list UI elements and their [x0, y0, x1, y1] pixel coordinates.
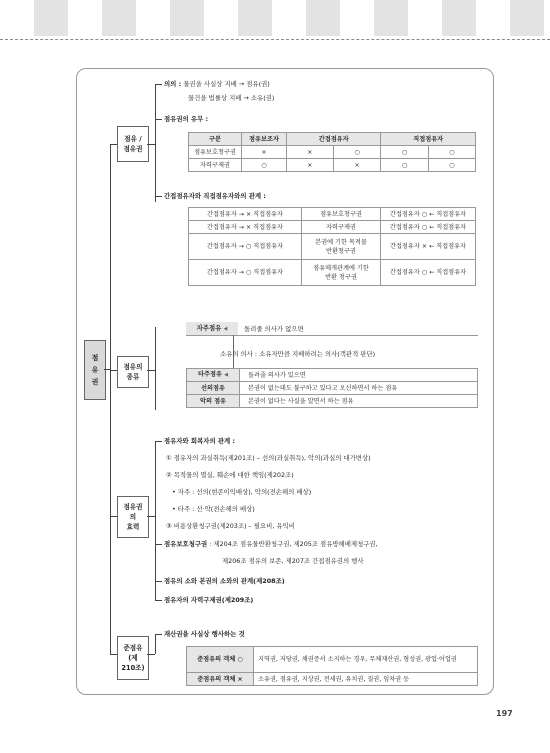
- jaju-label: 자주점유: [196, 324, 222, 332]
- table-cell: ×: [333, 159, 381, 172]
- s3-branch: [155, 600, 162, 601]
- effect-line: 점유의 소와 본권의 소와의 관계(제208조): [164, 577, 285, 585]
- taju-label: 타주점유: [198, 371, 222, 378]
- s1-branch: [155, 84, 162, 85]
- s2-link: [147, 370, 155, 371]
- meaning-line-1: 의의 : 물권을 사실상 지배 → 점유(권): [164, 80, 270, 88]
- s1-branch: [155, 196, 162, 197]
- dashed-divider: [0, 39, 550, 40]
- table-cell: 지역권, 저당권, 채권증서 소지하는 경우, 무체재산권, 형성권, 광업·어업권: [254, 647, 478, 673]
- top-stripe: [238, 0, 272, 36]
- table-cell: 점유보호청구권: [189, 146, 242, 159]
- effect-line: 제206조 점유의 보존, 제207조 간접점유권의 행사: [222, 557, 364, 565]
- effect-line: 점유자의 자력구제권(제209조): [164, 596, 254, 604]
- top-stripe: [102, 0, 136, 36]
- table-cell: ○: [333, 146, 381, 159]
- table-row: [187, 647, 478, 673]
- table-cell: 소유권, 점유권, 지상권, 전세권, 유치권, 질권, 임차권 등: [254, 673, 478, 686]
- s2-connector: [110, 370, 117, 371]
- table-header: 직접점유자: [381, 133, 476, 146]
- exists-title: 점유권의 유무 :: [164, 115, 209, 123]
- quasi-title: 재산권을 사실상 행사하는 것: [164, 630, 245, 638]
- s1-connector: [110, 144, 117, 145]
- table-cell: ×: [242, 146, 287, 159]
- table-row: [187, 382, 478, 395]
- table-cell: ○: [428, 159, 475, 172]
- table-cell: 간접점유자 → × 직접점유자: [189, 208, 302, 221]
- table-cell: ○: [242, 159, 287, 172]
- table-header: 간접점유자: [287, 133, 381, 146]
- section-label-possession: 점유 / 점유권: [117, 126, 149, 162]
- s3-branch: [155, 581, 162, 582]
- table-cell: ○: [381, 159, 428, 172]
- root-node: 점 유 권: [84, 340, 106, 400]
- section-label-effect: 점유권 의 효력: [117, 496, 149, 538]
- table-cell: 돌려줄 의사가 있으면: [240, 369, 478, 382]
- effect-line: ① 점유자의 과실취득(제201조) – 선의(과실취득), 악의(과실의 대가변상): [166, 454, 371, 462]
- jaju-row: [186, 322, 478, 336]
- table-cell: [187, 369, 240, 382]
- page-number: 197: [496, 709, 513, 718]
- s1-link: [147, 144, 155, 145]
- effect-line: • 자주 : 선의(현존이익배상), 악의(전손해의 배상): [172, 488, 312, 496]
- s3-connector: [110, 516, 117, 517]
- s1-spine: [155, 84, 156, 202]
- s1-branch: [155, 119, 162, 120]
- effect-line: [164, 539, 378, 549]
- table-cell: 간접점유자 ○ ← 직접점유자: [381, 221, 476, 234]
- table-cell: 본권에 기한 목적물 반환청구권: [302, 234, 381, 260]
- effect-line: 점유자와 회복자의 관계 :: [164, 437, 235, 445]
- table-cell: 간접점유자 × ← 직접점유자: [381, 234, 476, 260]
- effect-line: • 타주 : 선·악(전손해의 배상): [172, 505, 255, 513]
- ownership-intent-text: 소유의 의사 : 소유자만큼 지배하려는 의사(객관적 판단): [220, 350, 376, 358]
- exists-table: [188, 132, 476, 172]
- table-cell: 본권이 없다는 사실을 알면서 하는 점유: [240, 395, 478, 408]
- table-cell: ○: [428, 146, 475, 159]
- table-row: [189, 260, 476, 286]
- s3-spine: [155, 441, 156, 601]
- table-cell: 악의 점유: [187, 395, 240, 408]
- arrow-icon: ◀: [223, 326, 228, 332]
- relation-title: 간접점유자와 직접점유자와의 관계 :: [164, 192, 266, 200]
- meaning-line-2: 물건을 법률상 지배 → 소유(권): [188, 94, 275, 102]
- table-cell: 점유매개관계에 기한 반환 청구권: [302, 260, 381, 286]
- table-row: [189, 208, 476, 221]
- table-cell: 자력구제권: [302, 221, 381, 234]
- effect-term: 점유보호청구권: [164, 540, 208, 548]
- table-cell: 간접점유자 → ○ 직접점유자: [189, 260, 302, 286]
- table-row: [189, 221, 476, 234]
- table-cell: 간접점유자 ○ ← 직접점유자: [381, 208, 476, 221]
- effect-line: ② 목적물의 멸실, 훼손에 대한 책임(제202조): [166, 471, 294, 479]
- table-row: [189, 146, 476, 159]
- table-cell: 점유보호청구권: [302, 208, 381, 221]
- effect-line: ③ 비용상환청구권(제203조) – 필요비, 유익비: [166, 522, 295, 530]
- table-cell: ○: [381, 146, 428, 159]
- top-stripe: [34, 0, 68, 36]
- types-table: [186, 368, 478, 408]
- table-cell: ×: [287, 146, 334, 159]
- root-spine: [110, 144, 111, 654]
- table-row: [187, 395, 478, 408]
- top-stripe: [306, 0, 340, 36]
- s3-branch: [155, 544, 162, 545]
- table-row: [189, 159, 476, 172]
- quasi-table: [186, 646, 478, 686]
- top-stripe: [374, 0, 408, 36]
- table-row: [187, 369, 478, 382]
- section-label-types: 점유의 종류: [117, 356, 149, 388]
- table-cell: 준점유의 객체 ×: [187, 673, 254, 686]
- table-cell: 준점유의 객체 ○: [187, 647, 254, 673]
- table-cell: 선의점유: [187, 382, 240, 395]
- s3-branch: [155, 441, 162, 442]
- s4-branch: [155, 634, 162, 635]
- top-stripe: [442, 0, 476, 36]
- s4-link: [147, 654, 155, 655]
- jaju-desc: 돌려줄 의사가 없으면: [244, 325, 304, 333]
- table-row: [187, 673, 478, 686]
- s2-spine: [155, 327, 156, 410]
- relation-table: [188, 207, 476, 286]
- table-cell: 자력구제권: [189, 159, 242, 172]
- effect-desc: : 제204조 점유물반환청구권, 제205조 점유방해배제청구권,: [207, 540, 378, 548]
- table-row: [189, 234, 476, 260]
- table-cell: 간접점유자 ○ ← 직접점유자: [381, 260, 476, 286]
- s3-link: [147, 516, 155, 517]
- section-label-quasi: 준점유 (제 210조): [117, 636, 149, 680]
- table-header: 구분: [189, 133, 242, 146]
- s4-connector: [110, 654, 117, 655]
- top-stripe: [170, 0, 204, 36]
- table-cell: ×: [287, 159, 334, 172]
- top-band: [0, 0, 550, 36]
- table-cell: 간접점유자 → ○ 직접점유자: [189, 234, 302, 260]
- table-header: 점유보조자: [242, 133, 287, 146]
- jaju-label-cell: [186, 322, 238, 335]
- top-stripe: [510, 0, 544, 36]
- arrow-icon: ◀: [224, 372, 228, 378]
- table-cell: 간접점유자 → × 직접점유자: [189, 221, 302, 234]
- table-cell: 본권이 없는데도 불구하고 있다고 오신하면서 하는 점유: [240, 382, 478, 395]
- s4-spine: [155, 634, 156, 654]
